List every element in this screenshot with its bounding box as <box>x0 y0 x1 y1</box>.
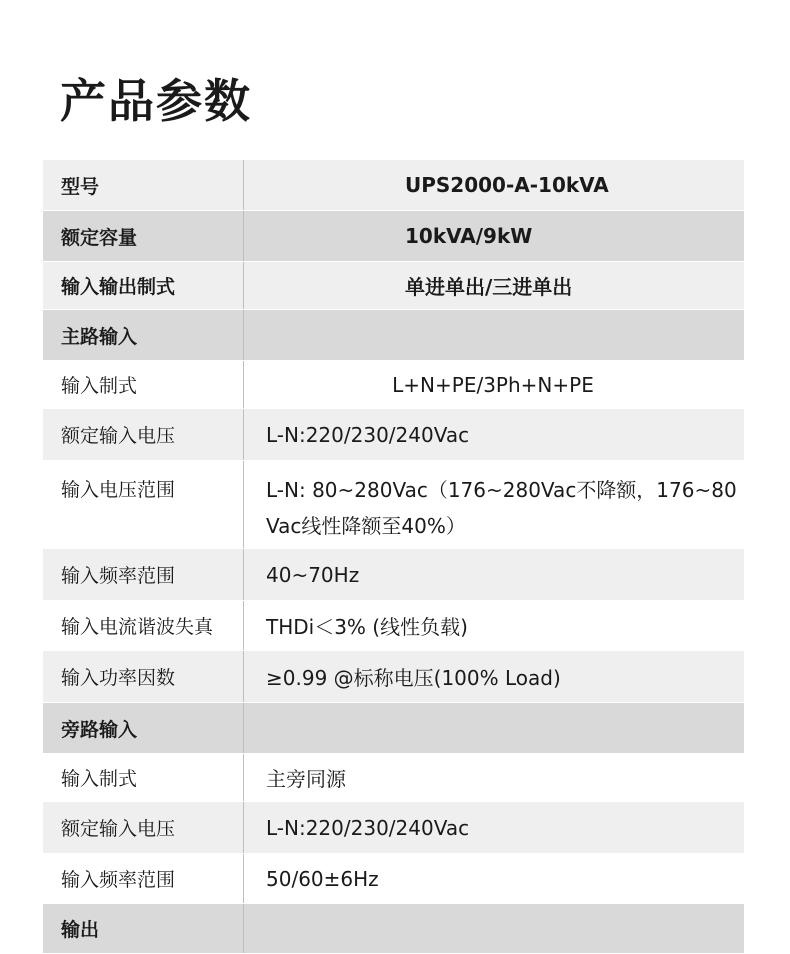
section-header-bypass-input <box>43 703 744 754</box>
table-row <box>43 211 744 262</box>
table-row <box>43 262 744 310</box>
section-header-main-input <box>43 310 744 361</box>
table-row <box>43 160 744 211</box>
section-label: 主路输入 <box>43 310 244 360</box>
table-row <box>43 549 744 601</box>
row-label: 输入频率范围 <box>43 854 244 903</box>
row-label: 额定输入电压 <box>43 409 244 460</box>
row-value: 10kVA/9kW <box>405 224 533 248</box>
table-row <box>43 361 744 409</box>
table-row <box>43 461 744 549</box>
row-label: 输入电压范围 <box>43 461 244 548</box>
row-value: 主旁同源 <box>266 767 346 791</box>
section-label: 输出 <box>43 904 244 953</box>
section-value <box>244 703 744 753</box>
table-row <box>43 409 744 461</box>
row-value: 50/60±6Hz <box>266 866 379 891</box>
row-value: L-N:220/230/240Vac <box>266 422 470 447</box>
table-row <box>43 802 744 854</box>
table-row <box>43 601 744 651</box>
table-row <box>43 754 744 802</box>
row-label: 输入制式 <box>43 361 244 408</box>
row-label: 输入输出制式 <box>43 262 244 309</box>
spec-table <box>43 160 744 954</box>
section-header-output <box>43 904 744 954</box>
row-value: THDi＜3% (线性负载) <box>266 615 468 639</box>
row-value: L+N+PE/3Ph+N+PE <box>392 372 594 397</box>
row-label: 输入制式 <box>43 754 244 801</box>
section-value <box>244 310 744 360</box>
section-value <box>244 904 744 953</box>
row-label: 额定输入电压 <box>43 802 244 853</box>
row-value: ≥0.99 @标称电压(100% Load) <box>266 666 561 690</box>
row-value: L-N:220/230/240Vac <box>266 815 470 840</box>
row-label: 型号 <box>43 160 244 210</box>
row-value: 40~70Hz <box>266 562 360 587</box>
row-value: UPS2000-A-10kVA <box>405 173 609 197</box>
row-label: 输入电流谐波失真 <box>43 601 244 650</box>
row-value: L-N: 80~280Vac（176~280Vac不降额，176~80 Vac线性降额至40%） <box>266 478 737 538</box>
row-value: 单进单出/三进单出 <box>405 275 573 299</box>
section-label: 旁路输入 <box>43 703 244 753</box>
row-label: 输入功率因数 <box>43 651 244 702</box>
table-row <box>43 651 744 703</box>
table-row <box>43 854 744 904</box>
row-label: 额定容量 <box>43 211 244 261</box>
row-label: 输入频率范围 <box>43 549 244 600</box>
page-title: 产品参数 <box>60 74 252 128</box>
